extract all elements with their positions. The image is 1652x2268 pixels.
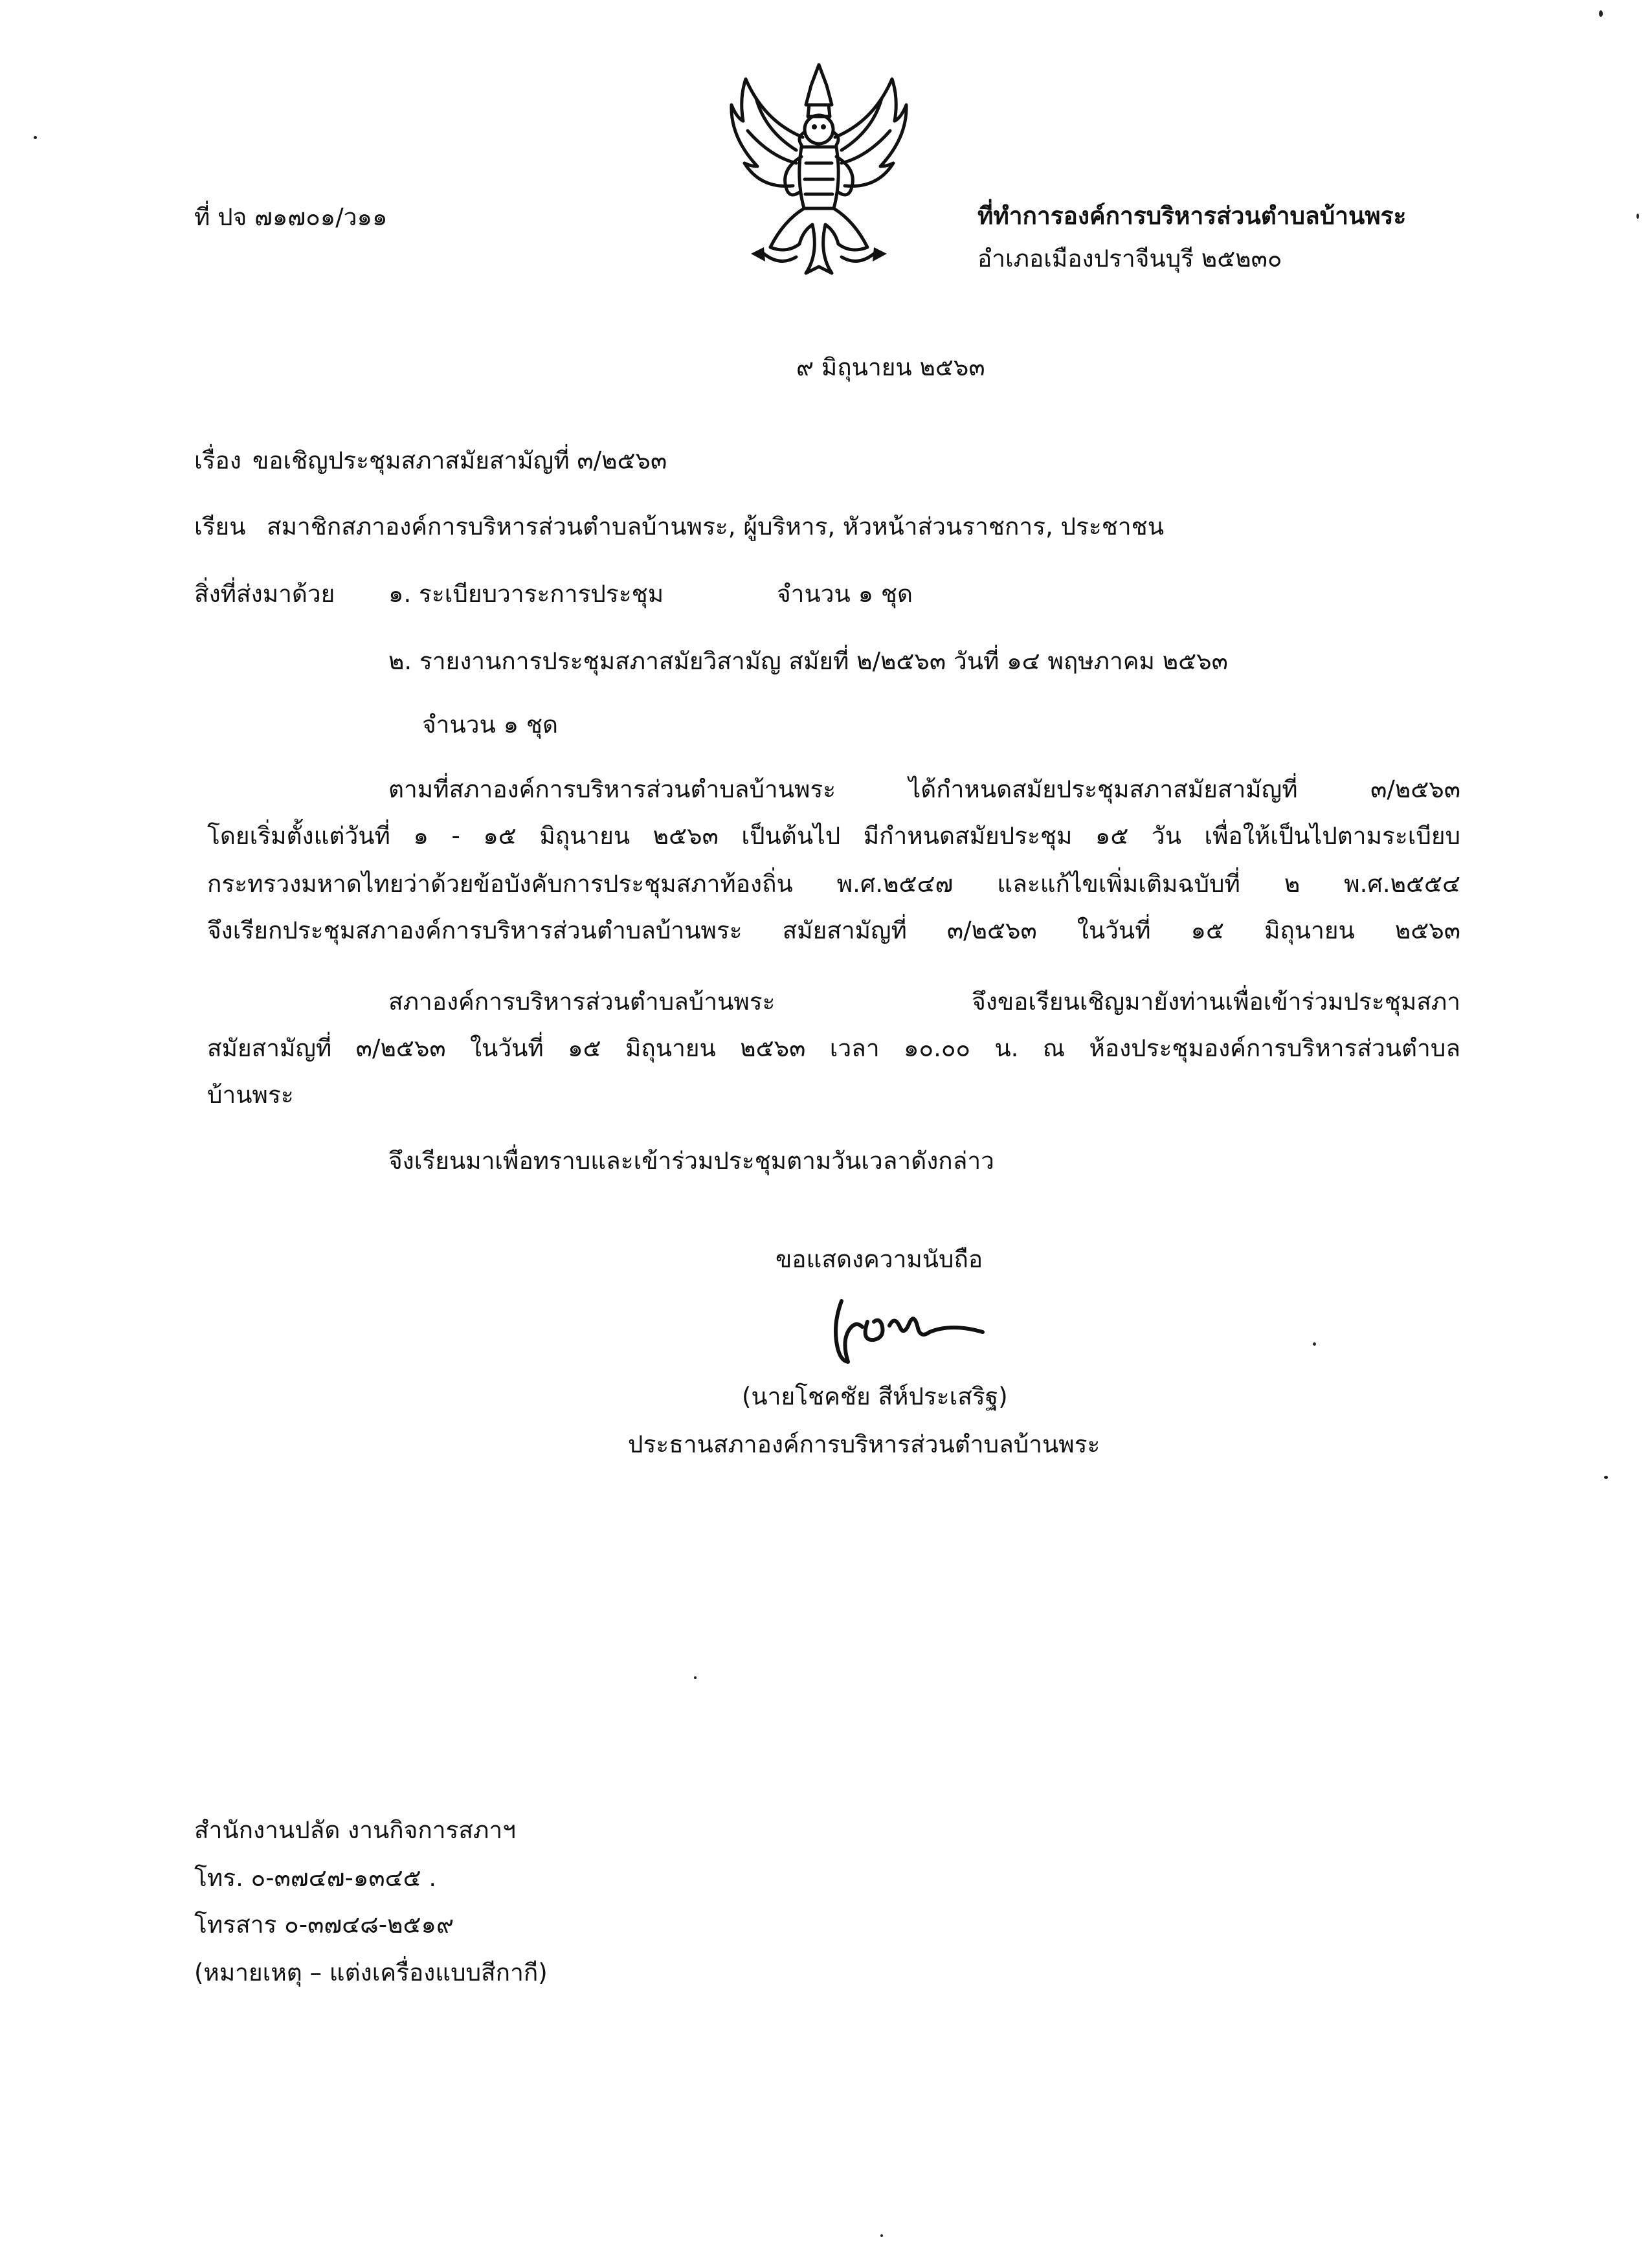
- para2-line-2: สมัยสามัญที่ ๓/๒๕๖๓ ในวันที่ ๑๕ มิถุนายน ๒๕๖๓ เวลา ๑๐.๐๐ น. ณ ห้องประชุมองค์การบริหารส่วนตำบล: [207, 1034, 1460, 1062]
- scan-speck: [1599, 10, 1603, 17]
- para3: จึงเรียนมาเพื่อทราบและเข้าร่วมประชุมตามวันเวลาดังกล่าว: [388, 1147, 994, 1175]
- para1-line-1: ตามที่สภาองค์การบริหารส่วนตำบลบ้านพระ ได้กำหนดสมัยประชุมสภาสมัยสามัญที่ ๓/๒๕๖๓: [388, 775, 1460, 803]
- footer-note: (หมายเหตุ – แต่งเครื่องแบบสีกากี): [194, 1959, 548, 1986]
- scan-speck: [1313, 1342, 1316, 1346]
- signer-name: (นายโชคชัย สีห์ประเสริฐ): [742, 1383, 1008, 1410]
- para2-line-1: สภาองค์การบริหารส่วนตำบลบ้านพระ จึงขอเรียนเชิญมายังท่านเพื่อเข้าร่วมประชุมสภา: [388, 988, 1460, 1016]
- enclosure-item-2: ๒. รายงานการประชุมสภาสมัยวิสามัญ สมัยที่ ๒/๒๕๖๓ วันที่ ๑๔ พฤษภาคม ๒๕๖๓: [388, 647, 1228, 675]
- closing-salutation: ขอแสดงความนับถือ: [776, 1245, 983, 1273]
- scan-speck: [1636, 214, 1639, 219]
- enclosure-item-1: ๑. ระเบียบวาระการประชุม: [388, 580, 664, 608]
- signature-icon: [822, 1289, 997, 1367]
- enclosures-label: สิ่งที่ส่งมาด้วย: [194, 580, 335, 608]
- para1-line-3: กระทรวงมหาดไทยว่าด้วยข้อบังคับการประชุมสภาท้องถิ่น พ.ศ.๒๕๔๗ และแก้ไขเพิ่มเติมฉบับที่ ๒ พ.ศ.๒๕๕๔: [207, 870, 1460, 898]
- enclosure-item-2-qty: จำนวน ๑ ชุด: [422, 711, 558, 739]
- scan-speck: [694, 1676, 697, 1679]
- scan-speck: [34, 136, 37, 139]
- scan-speck: [1604, 1476, 1608, 1479]
- footer-phone: โทร. ๐-๓๗๔๗-๑๓๔๕ .: [194, 1864, 437, 1892]
- org-address-line-1: ที่ทำการองค์การบริหารส่วนตำบลบ้านพระ: [977, 202, 1407, 230]
- enclosure-item-1-qty: จำนวน ๑ ชุด: [777, 580, 913, 608]
- subject-text: ขอเชิญประชุมสภาสมัยสามัญที่ ๓/๒๕๖๓: [252, 447, 667, 474]
- para1-line-2: โดยเริ่มตั้งแต่วันที่ ๑ - ๑๕ มิถุนายน ๒๕๖๓ เป็นต้นไป มีกำหนดสมัยประชุม ๑๕ วัน เพื่อให้เป็นไปตามระเบียบ: [207, 822, 1460, 850]
- para2-line-3: บ้านพระ: [207, 1081, 294, 1109]
- subject-label: เรื่อง: [194, 447, 241, 474]
- reference-number: ที่ ปจ ๗๑๗๐๑/ว๑๑: [194, 203, 388, 231]
- org-address-line-2: อำเภอเมืองปราจีนบุรี ๒๕๒๓๐: [977, 245, 1282, 272]
- para1-line-4: จึงเรียกประชุมสภาองค์การบริหารส่วนตำบลบ้านพระ สมัยสามัญที่ ๓/๒๕๖๓ ในวันที่ ๑๕ มิถุนายน ๒๕๖๓: [207, 917, 1460, 944]
- to-label: เรียน: [194, 513, 246, 540]
- footer-office: สำนักงานปลัด งานกิจการสภาฯ: [194, 1816, 516, 1844]
- footer-fax: โทรสาร ๐-๓๗๔๘-๒๕๑๙: [194, 1911, 454, 1939]
- scan-speck: [880, 2234, 883, 2237]
- to-text: สมาชิกสภาองค์การบริหารส่วนตำบลบ้านพระ, ผู้บริหาร, หัวหน้าส่วนราชการ, ประชาชน: [267, 513, 1165, 540]
- letter-date: ๙ มิถุนายน ๒๕๖๓: [796, 353, 985, 381]
- garuda-emblem-icon: [725, 60, 913, 280]
- signer-title: ประธานสภาองค์การบริหารส่วนตำบลบ้านพระ: [628, 1430, 1100, 1458]
